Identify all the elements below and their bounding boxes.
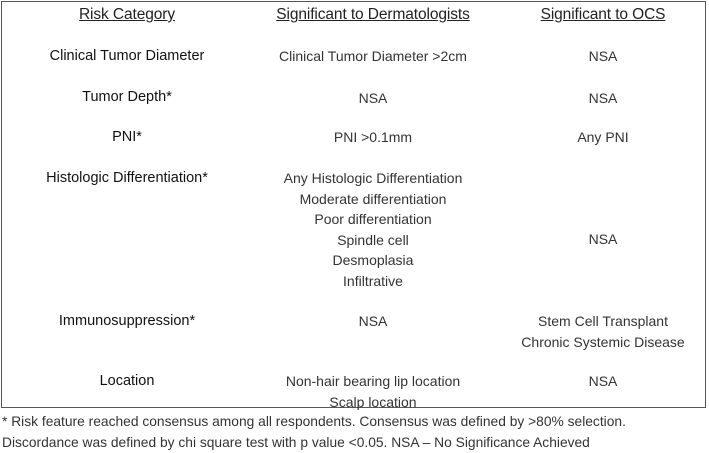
row-ocs-clinical-tumor-diameter: NSA	[478, 46, 709, 67]
header-dermatologists: Significant to Dermatologists	[248, 6, 498, 24]
footnote-line-2: Discordance was defined by chi square test with p value <0.05. NSA – No Significance Achieved	[2, 433, 708, 453]
row-derm-pni: PNI >0.1mm	[248, 127, 498, 148]
risk-table	[1, 1, 706, 408]
row-derm-clinical-tumor-diameter: Clinical Tumor Diameter >2cm	[248, 46, 498, 67]
row-label-pni: PNI*	[2, 127, 252, 148]
row-derm-histologic-differentiation: Any Histologic Differentiation Moderate differentiation Poor differentiation Spindle cell Desmoplasia Infiltrative	[248, 168, 498, 291]
row-derm-immunosuppression: NSA	[248, 311, 498, 332]
footnote-line-1: * Risk feature reached consensus among all respondents. Consensus was defined by >80% selection.	[2, 412, 708, 433]
row-ocs-pni: Any PNI	[478, 127, 709, 148]
row-ocs-immunosuppression: Stem Cell Transplant Chronic Systemic Disease	[478, 311, 709, 352]
header-ocs: Significant to OCS	[478, 6, 709, 24]
header-risk-category: Risk Category	[2, 6, 252, 24]
row-ocs-location: NSA	[478, 371, 709, 392]
row-derm-tumor-depth: NSA	[248, 88, 498, 109]
row-label-clinical-tumor-diameter: Clinical Tumor Diameter	[2, 46, 252, 67]
row-derm-location: Non-hair bearing lip location Scalp location	[248, 371, 498, 412]
row-label-histologic-differentiation: Histologic Differentiation*	[2, 168, 252, 189]
table-footnote	[2, 412, 708, 453]
row-label-tumor-depth: Tumor Depth*	[2, 87, 252, 108]
row-ocs-histologic-differentiation: NSA	[478, 229, 709, 250]
row-ocs-tumor-depth: NSA	[478, 88, 709, 109]
row-label-immunosuppression: Immunosuppression*	[2, 311, 252, 332]
row-label-location: Location	[2, 371, 252, 392]
